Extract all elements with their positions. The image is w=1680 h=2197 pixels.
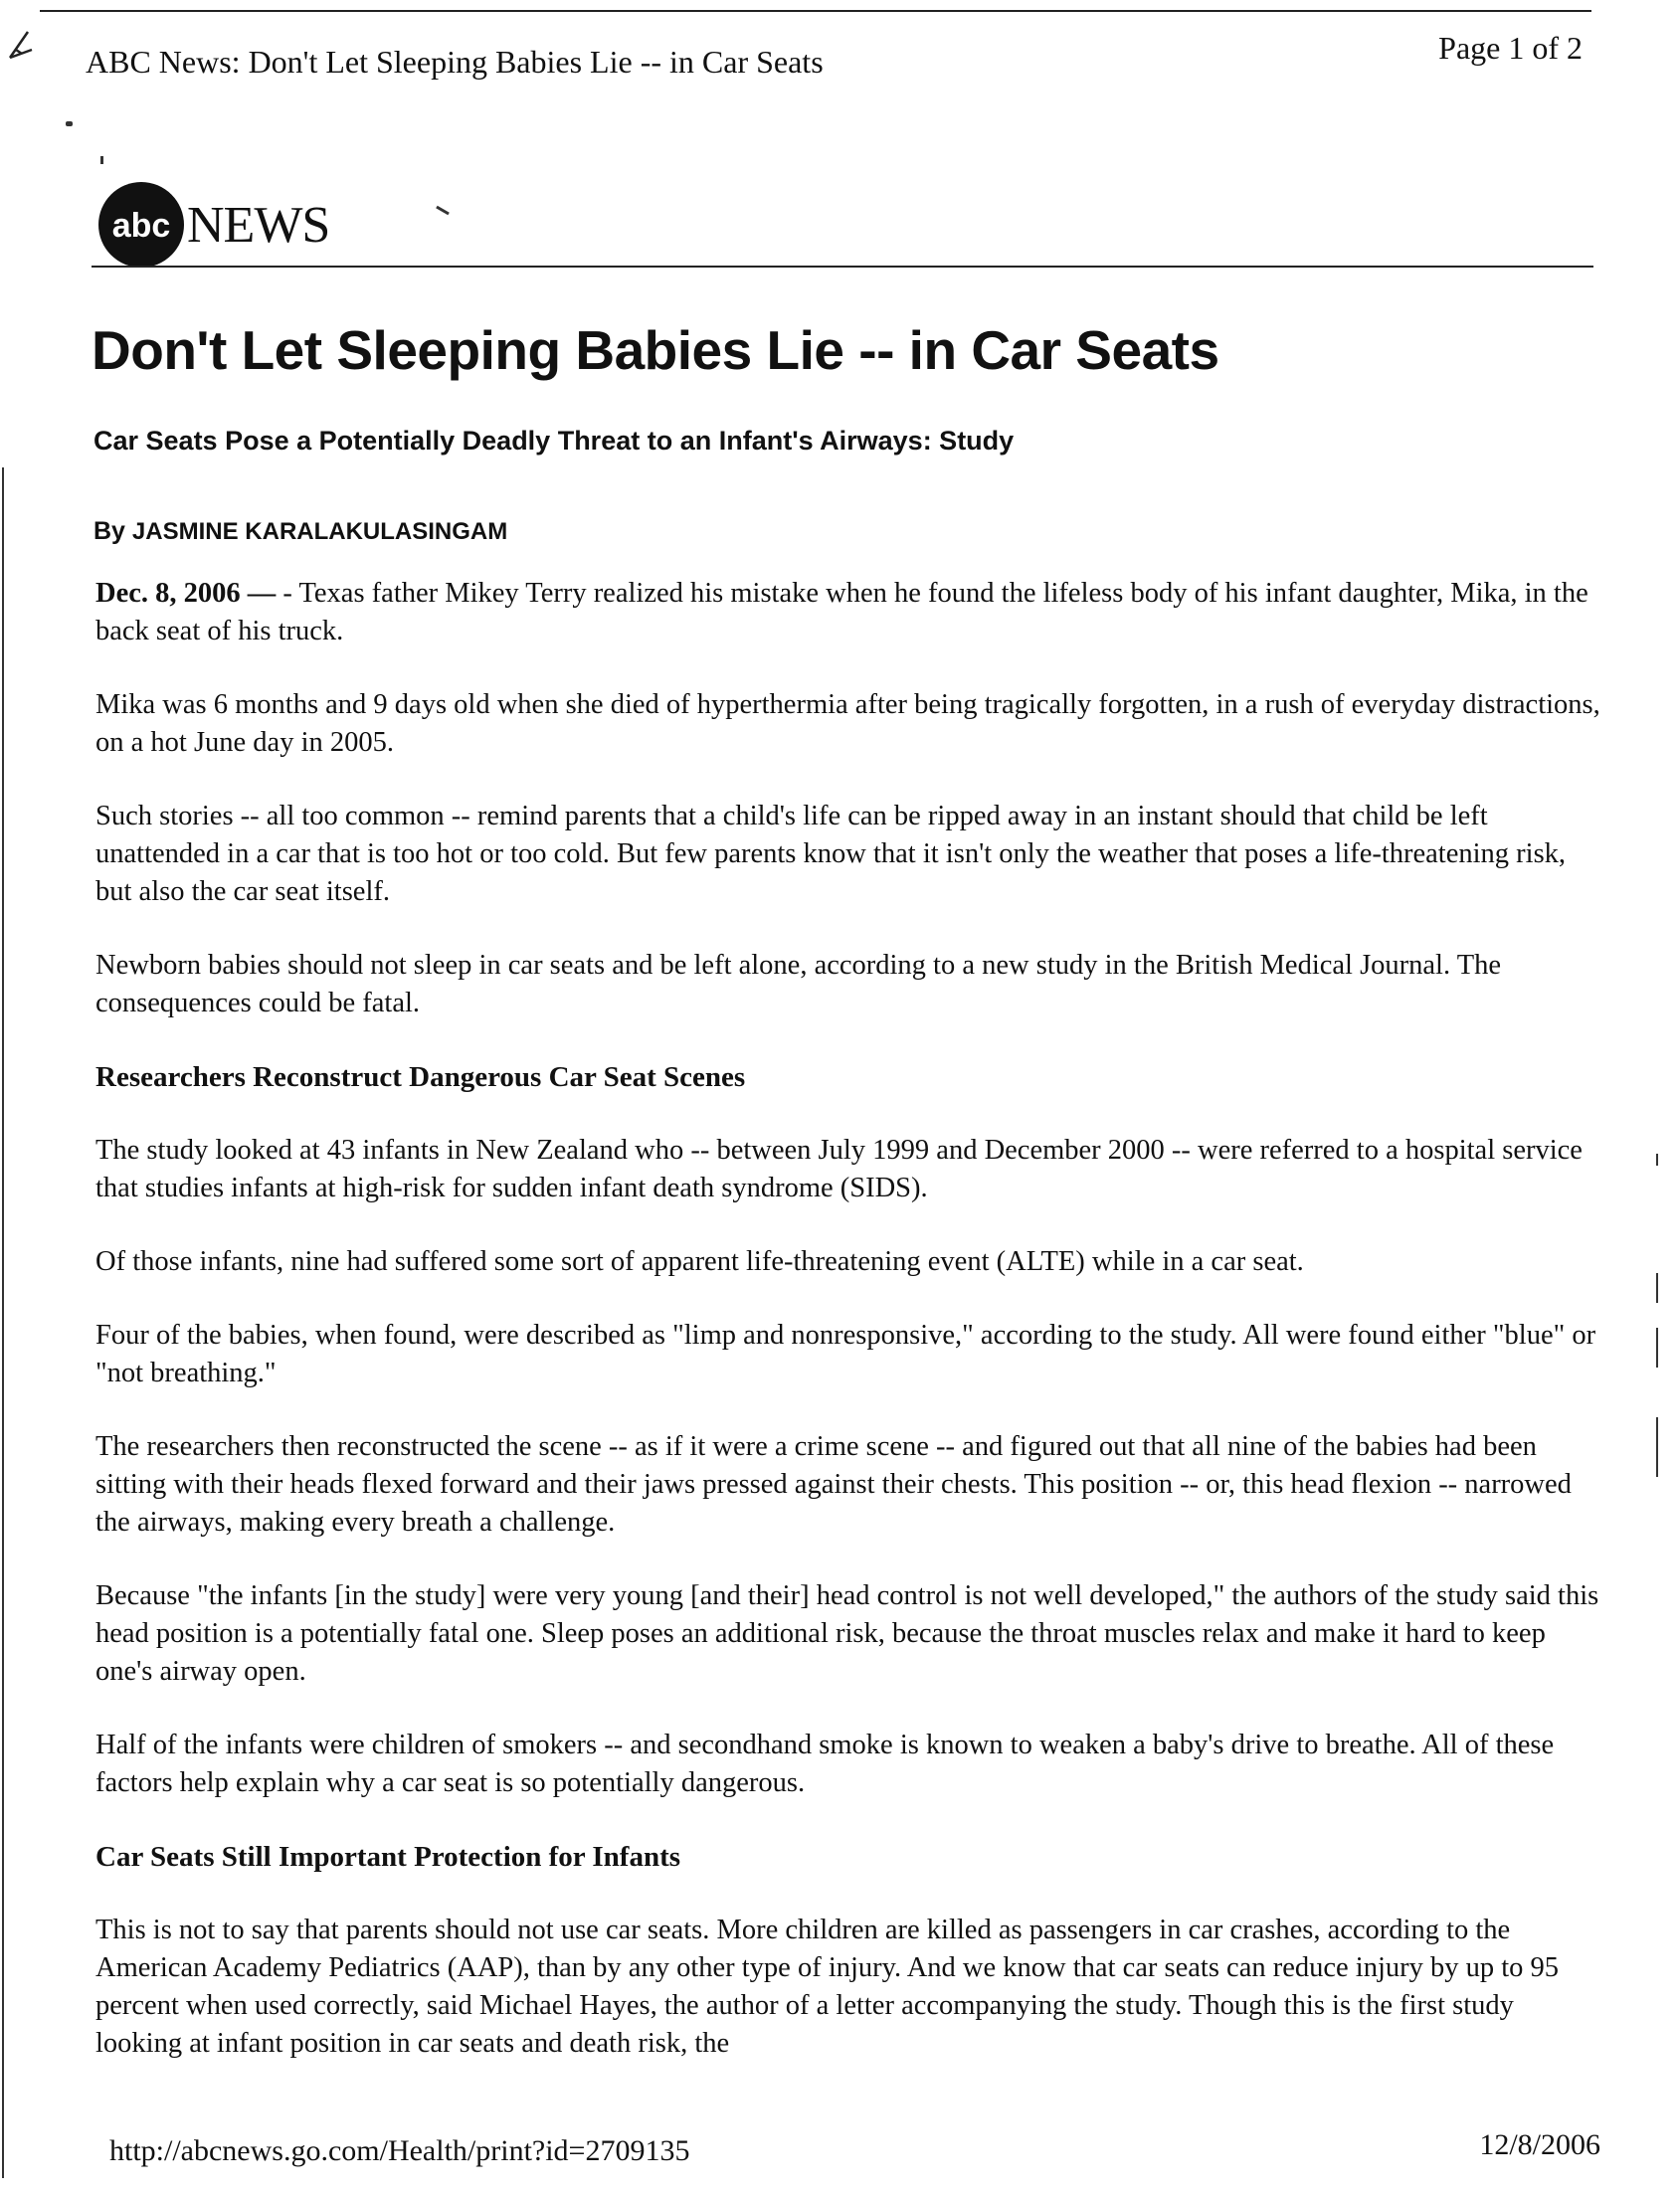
article-byline xyxy=(93,517,507,546)
margin-mark xyxy=(1656,1273,1658,1303)
footer-date: 12/8/2006 xyxy=(1479,2128,1600,2161)
dateline: Dec. 8, 2006 — xyxy=(95,578,277,609)
header-rule xyxy=(92,266,1593,268)
paragraph: The study looked at 43 infants in New Zealand who -- between July 1999 and December 2000 -- were referred to a hospital service that studies infants at high-risk for sudden infant death syndrome (SIDS). xyxy=(95,1135,1583,1203)
paragraph: Mika was 6 months and 9 days old when she died of hyperthermia after being tragically forgotten, in a rush of everyday distractions, on a hot June day in 2005. xyxy=(95,689,1600,758)
margin-mark xyxy=(1656,1154,1658,1166)
logo-wordmark: NEWS xyxy=(187,196,330,254)
byline-prefix: By xyxy=(93,517,125,545)
scan-top-rule xyxy=(40,10,1591,12)
scan-speck xyxy=(436,206,450,216)
paragraph: This is not to say that parents should not use car seats. More children are killed as passengers in car crashes, according to the American Academy Pediatrics (AAP), than by any other type of injury. And we know that car seats can reduce injury by up to 95 percent when used correctly, said Michael Hayes, the author of a letter accompanying the study. Though this is the first study looking at infant position in car seats and death risk, the xyxy=(95,1915,1560,2059)
byline-name: JASMINE KARALAKULASINGAM xyxy=(131,518,508,545)
scan-left-rule xyxy=(2,467,4,2178)
scan-speck xyxy=(66,121,73,126)
footer-url: http://abcnews.go.com/Health/print?id=2709135 xyxy=(109,2134,690,2167)
margin-mark xyxy=(1656,1328,1658,1368)
paragraph: Of those infants, nine had suffered some sort of apparent life-threatening event (ALTE) while in a car seat. xyxy=(95,1246,1304,1277)
paragraph: The researchers then reconstructed the scene -- as if it were a crime scene -- and figured out that all nine of the babies had been sitting with their heads flexed forward and their jaws pressed against their chests. This position -- or, this head flexion -- narrowed the airways, making every breath a challenge. xyxy=(95,1431,1572,1538)
paragraph-text: - Texas father Mikey Terry realized his mistake when he found the lifeless body of his infant daughter, Mika, in the back seat of his truck. xyxy=(95,578,1588,646)
article-subheadline: Car Seats Pose a Potentially Deadly Threat to an Infant's Airways: Study xyxy=(93,426,1015,456)
running-header-title: ABC News: Don't Let Sleeping Babies Lie -- in Car Seats xyxy=(86,44,824,80)
paragraph: Half of the infants were children of smokers -- and secondhand smoke is known to weaken a baby's drive to breathe. All of these factors help explain why a car seat is so potentially dangerous. xyxy=(95,1730,1555,1798)
corner-mark-icon xyxy=(6,28,34,62)
paragraph: Four of the babies, when found, were described as "limp and nonresponsive," according to the study. All were found either "blue" or "not breathing." xyxy=(95,1320,1596,1388)
paragraph: Because "the infants [in the study] were very young [and their] head control is not well developed," the authors of the study said this head position is a potentially fatal one. Sleep poses an additional risk, because the throat muscles relax and make it hard to keep one's airway open. xyxy=(95,1580,1599,1687)
paragraph: Such stories -- all too common -- remind parents that a child's life can be ripped away in an instant should that child be left unattended in a car that is too hot or too cold. But few parents know that it isn't only the weather that poses a life-threatening risk, but also the car seat itself. xyxy=(95,801,1567,907)
paragraph xyxy=(95,575,1607,650)
scan-speck xyxy=(100,156,103,164)
running-header-page: Page 1 of 2 xyxy=(1438,30,1583,66)
abc-logo-icon xyxy=(97,181,185,269)
article-body xyxy=(95,575,1607,2063)
abc-news-logo xyxy=(97,181,329,269)
section-heading: Car Seats Still Important Protection for Infants xyxy=(95,1841,681,1873)
section-heading: Researchers Reconstruct Dangerous Car Seat Scenes xyxy=(95,1061,746,1093)
article-headline: Don't Let Sleeping Babies Lie -- in Car Seats xyxy=(92,319,1219,381)
paragraph: Newborn babies should not sleep in car seats and be left alone, according to a new study in the British Medical Journal. The consequences could be fatal. xyxy=(95,950,1502,1018)
abc-logo-text: abc xyxy=(111,207,171,245)
margin-mark xyxy=(1656,1417,1658,1477)
